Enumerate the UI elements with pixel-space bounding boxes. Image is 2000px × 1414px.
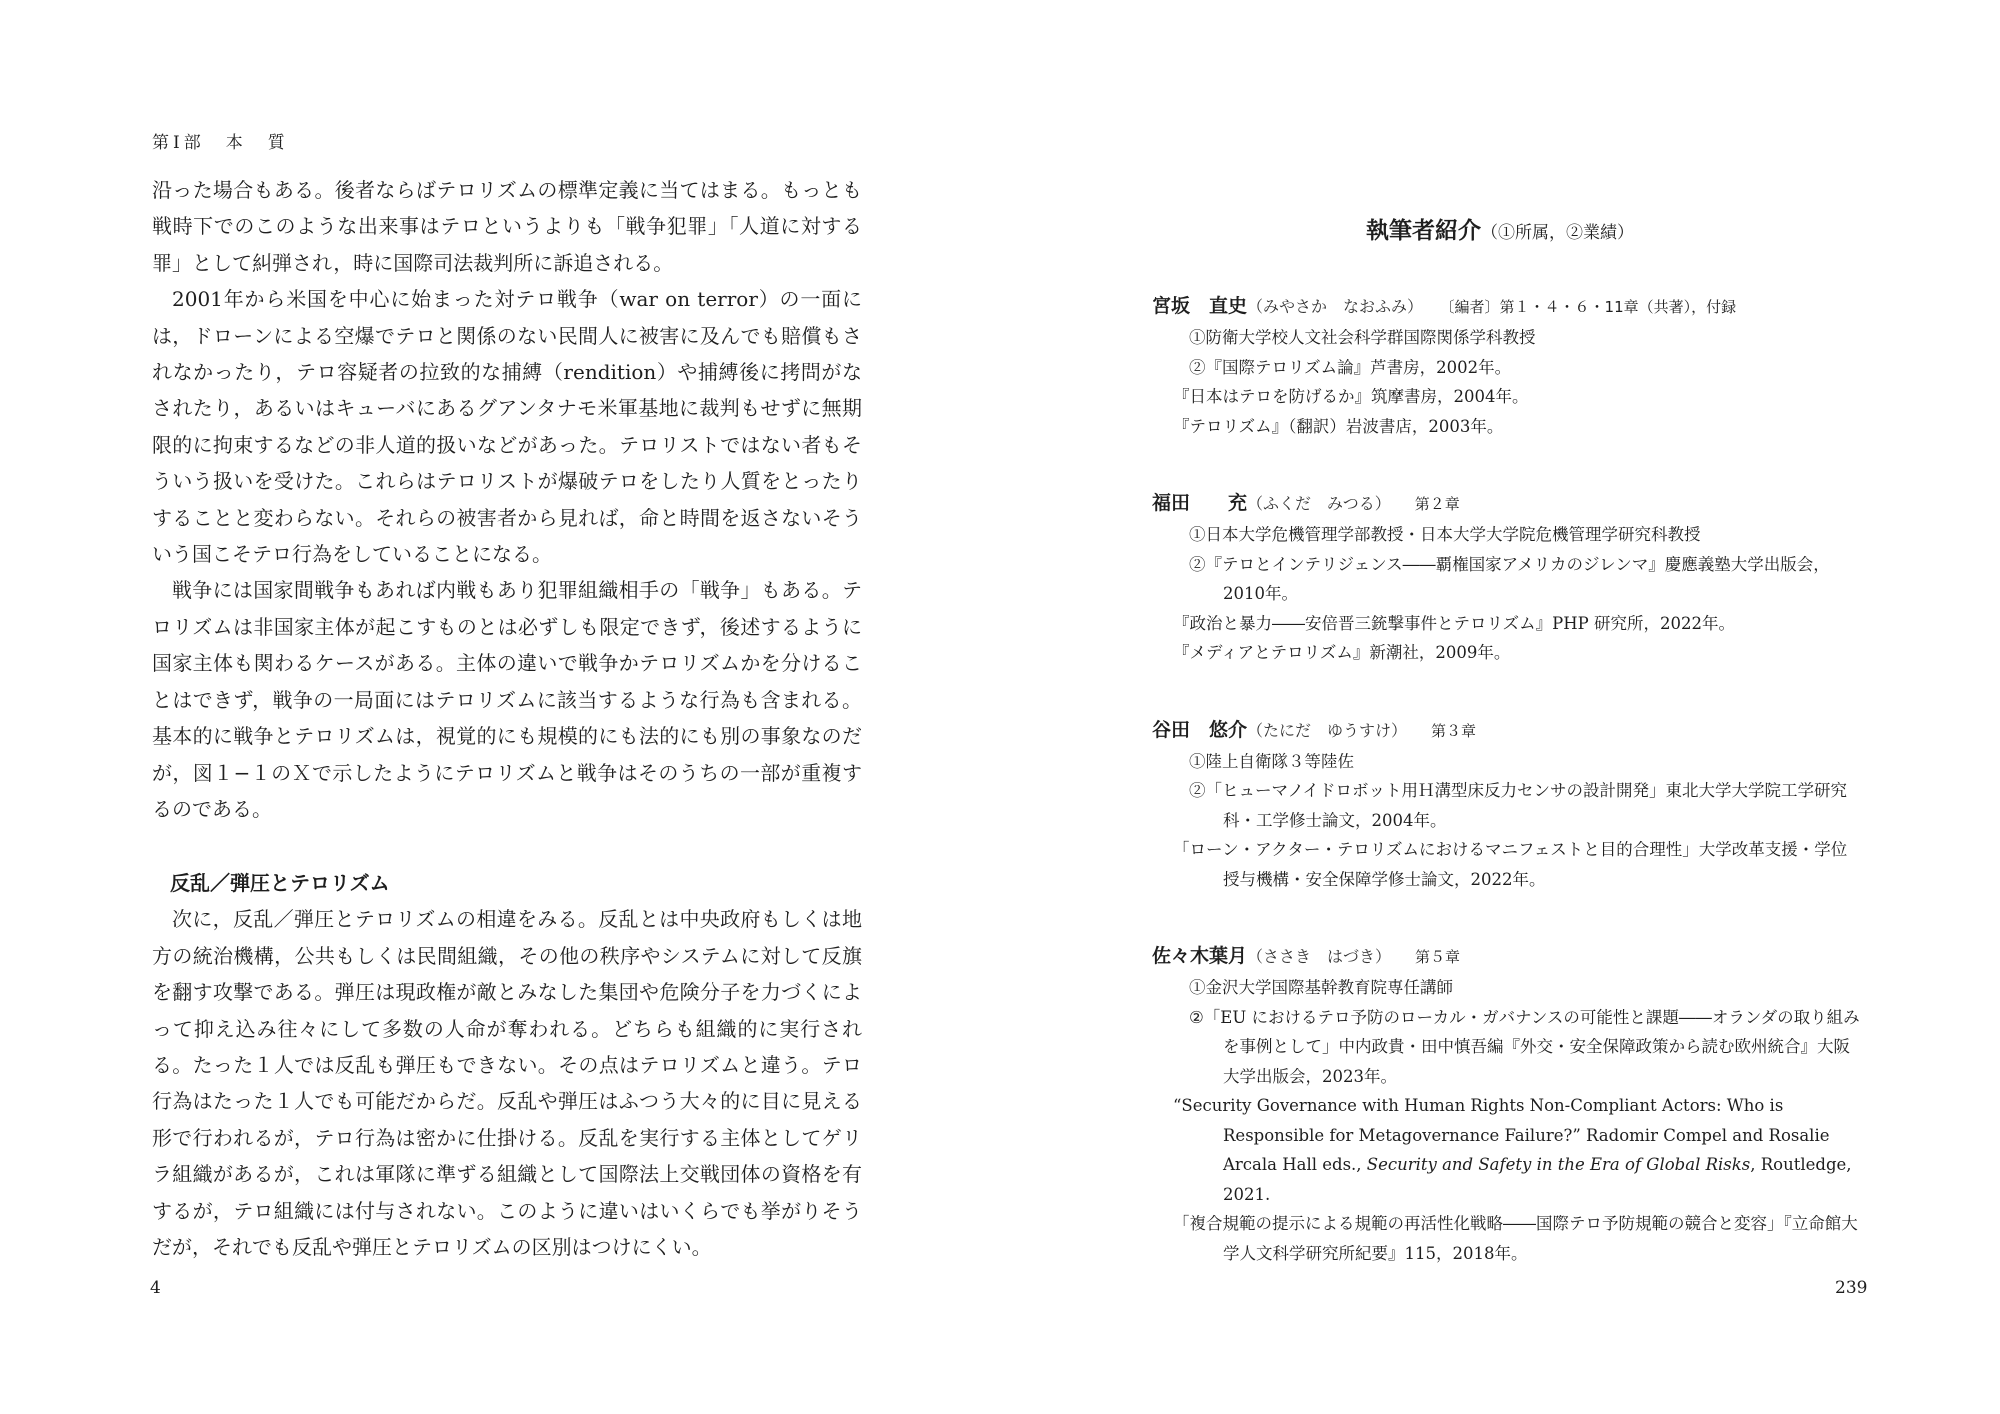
work-item: 「複合規範の提示による規範の再活性化戦略――国際テロ予防規範の競合と変容」『立命館大学人文科学研究所紀要』115，2018年。 (1173, 1214, 1858, 1263)
author-reading: （みやさか なおふみ） (1247, 297, 1424, 316)
work-item: 『日本はテロを防げるか』筑摩書房，2004年。 (1173, 387, 1529, 406)
author-reading: （ふくだ みつる） (1247, 494, 1391, 513)
author-heading (1152, 714, 1862, 747)
english-work-title: Security and Safety in the Era of Global Risks (1366, 1155, 1751, 1174)
title-note: （①所属，②業績） (1481, 223, 1634, 243)
body-text (152, 172, 862, 1265)
author-name: 佐々木葉月 (1152, 945, 1248, 967)
work-item: ②「EU におけるテロ予防のローカル・ガバナンスの可能性と課題――オランダの取り組みを事例として」中内政貴・田中慎吾編『外交・安全保障政策から読む欧州統合』大阪大学出版会，2023年。 (1189, 1007, 1860, 1086)
author-reading: （ささき はづき） (1247, 947, 1392, 966)
author-heading (1152, 487, 1862, 520)
affiliation: ①金沢大学国際基幹教育院専任講師 (1189, 978, 1453, 997)
author-heading (1152, 290, 1862, 323)
page-number-left: 4 (150, 1278, 161, 1298)
work-item: 「ローン・アクター・テロリズムにおけるマニフェストと目的合理性」大学改革支援・学位授与機構・安全保障学修士論文，2022年。 (1173, 840, 1848, 889)
english-work-text: “Security Governance with Human Rights Non-Compliant Actors: Who is Responsible for Metagovernance Failure?” Radomir Compel and Rosalie Arcala Hall eds., (1173, 1096, 1830, 1174)
author-chapters: 第５章 (1415, 948, 1461, 966)
author-entry (1152, 940, 1862, 1268)
author-chapters: 〔編者〕第１・４・６・11章（共著），付録 (1447, 298, 1737, 316)
title-text: 執筆者紹介 (1366, 217, 1481, 244)
author-name: 福田 充 (1152, 492, 1248, 514)
section-paragraph: 次に，反乱／弾圧とテロリズムの相違をみる。反乱とは中央政府もしくは地方の統治機構，公共もしくは民間組織，その他の秩序やシステムに対して反旗を翻す攻撃である。弾圧は現政権が敵とみなした集団や危険分子を力づくによって抑え込み往々にして多数の人命が奪われる。どちらも組織的に実行される。たった１人では反乱も弾圧もできない。その点はテロリズムと違う。テロ行為はたった１人でも可能だからだ。反乱や弾圧はふつう大々的に目に見える形で行われるが，テロ行為は密かに仕掛ける。反乱を実行する主体としてゲリラ組織があるが，これは軍隊に準ずる組織として国際法上交戦団体の資格を有するが，テロ組織には付与されない。このように違いはいくらでも挙がりそうだが，それでも反乱や弾圧とテロリズムの区別はつけにくい。 (152, 907, 862, 1259)
paragraph-1: 沿った場合もある。後者ならばテロリズムの標準定義に当てはまる。もっとも戦時下でのこのような出来事はテロというよりも「戦争犯罪」「人道に対する罪」として糾弾され，時に国際司法裁判所に訴追される。 (152, 178, 862, 275)
work-item: 『テロリズム』（翻訳）岩波書店，2003年。 (1173, 416, 1504, 436)
paragraph-2: 2001年から米国を中心に始まった対テロ戦争（war on terror）の一面には，ドローンによる空爆でテロと関係のない民間人に被害に及んでも賠償もされなかったり，テロ容疑者の拉致的な捕縛（rendition）や捕縛後に拷問がなされたり，あるいはキューバにあるグアンタナモ米軍基地に裁判もせずに無期限的に拘束するなどの非人道的扱いなどがあった。テロリストではない者もそういう扱いを受けた。これらはテロリストが爆破テロをしたり人質をとったりすることと変わらない。それらの被害者から見れば，命と時間を返さないそういう国こそテロ行為をしていることになる。 (152, 287, 862, 567)
work-item-english (1152, 1091, 1862, 1209)
paragraph-3: 戦争には国家間戦争もあれば内戦もあり犯罪組織相手の「戦争」もある。テロリズムは非国家主体が起こすものとは必ずしも限定できず，後述するように国家主体も関わるケースがある。主体の違いで戦争かテロリズムかを分けることはできず，戦争の一局面にはテロリズムに該当するような行為も含まれる。基本的に戦争とテロリズムは，視覚的にも規模的にも法的にも別の事象なのだが，図１−１のＸで示したようにテロリズムと戦争はそのうちの一部が重複するのである。 (152, 578, 862, 821)
right-page (1000, 0, 2000, 1414)
author-entry (1152, 714, 1862, 895)
author-heading (1152, 940, 1862, 973)
author-chapters: 第２章 (1414, 495, 1460, 513)
section-heading: 反乱／弾圧とテロリズム (170, 871, 390, 896)
author-chapters: 第３章 (1431, 721, 1477, 740)
work-item: 『政治と暴力――安倍晋三銃撃事件とテロリズム』PHP 研究所，2022年。 (1173, 613, 1735, 633)
page-number-right: 239 (1835, 1278, 1868, 1298)
author-name: 谷田 悠介 (1152, 718, 1248, 741)
author-entry (1152, 487, 1862, 668)
affiliation: ①日本大学危機管理学部教授・日本大学大学院危機管理学研究科教授 (1189, 525, 1701, 544)
author-list (1152, 290, 1862, 1314)
affiliation: ①防衛大学校人文社会科学群国際関係学科教授 (1189, 328, 1536, 347)
work-item: ②『国際テロリズム論』芦書房，2002年。 (1189, 357, 1512, 377)
affiliation: ①陸上自衛隊３等陸佐 (1189, 751, 1354, 771)
author-reading: （たにだ ゆうすけ） (1247, 720, 1408, 740)
contributors-title (1000, 212, 2000, 245)
running-head: 第Ⅰ部 本 質 (152, 133, 289, 153)
author-name: 宮坂 直史 (1152, 295, 1248, 317)
work-item: ②「ヒューマノイドロボット用Ｈ溝型床反力センサの設計開発」東北大学大学院工学研究科・工学修士論文，2004年。 (1189, 781, 1848, 830)
english-work-publisher: , Routledge, 2021. (1223, 1155, 1852, 1204)
work-item: ②『テロとインテリジェンス――覇権国家アメリカのジレンマ』慶應義塾大学出版会，2010年。 (1189, 554, 1830, 603)
work-item: 『メディアとテロリズム』新潮社，2009年。 (1173, 643, 1511, 662)
author-entry (1152, 290, 1862, 441)
